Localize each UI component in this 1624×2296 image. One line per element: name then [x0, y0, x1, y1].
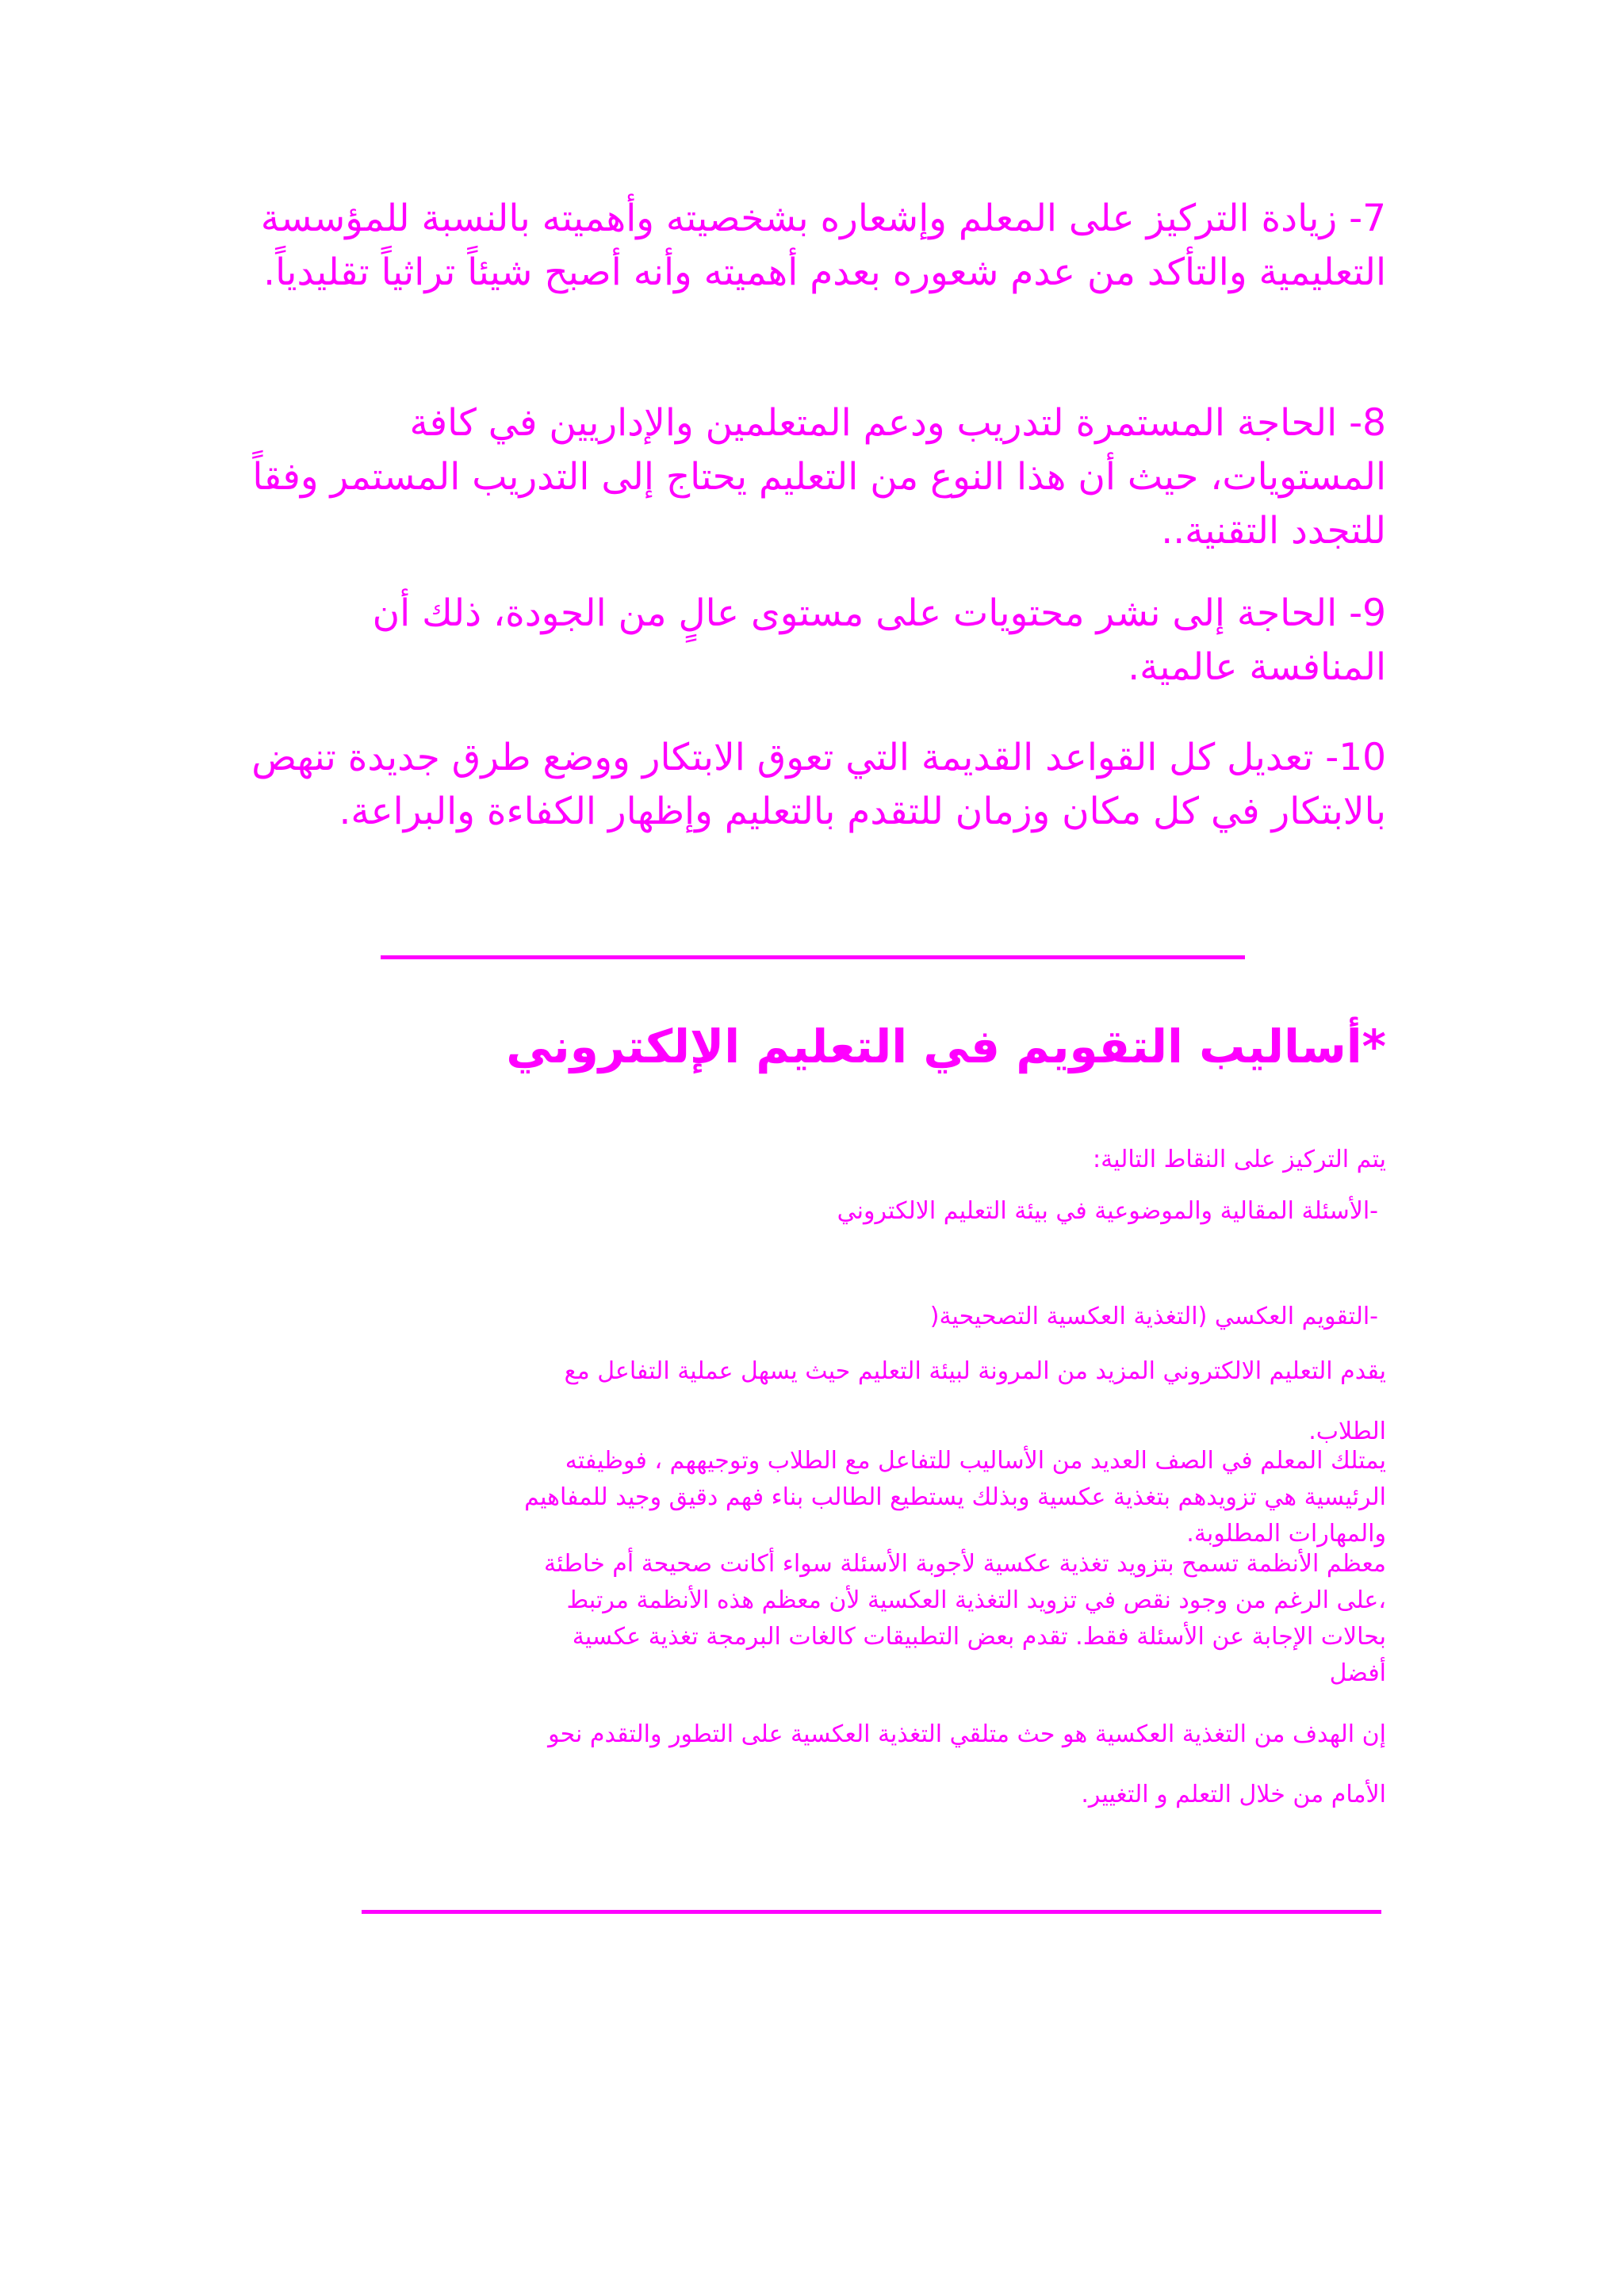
paragraph-flexibility: يقدم التعليم الالكتروني المزيد من المرونة لبيئة التعليم حيث يسهل عملية التفاعل مع الطلاب. — [564, 1357, 1386, 1445]
list-item-7: 7- زيادة التركيز على المعلم وإشعاره بشخصيته وأهميته بالنسبة للمؤسسة التعليمية والتأكد من عدم شعوره بعدم أهميته وأنه أصبح شيئاً تراثياً تقليدياً. — [260, 197, 1386, 294]
paragraph-systems: معظم الأنظمة تسمح بتزويد تغذية عكسية لأجوبة الأسئلة سواء أكانت صحيحة أم خاطئة ،على الرغم من وجود نقص في تزويد التغذية العكسية لأن معظم هذه الأنظمة مرتبط بحالات الإجابة عن الأسئلة فقط. تقدم بعض التطبيقات كالغات البرمجة تغذية عكسية أفضل — [544, 1550, 1386, 1687]
point-essay-questions: -الأسئلة المقالية والموضوعية في بيئة التعليم الالكتروني — [837, 1197, 1378, 1225]
section-intro: يتم التركيز على النقاط التالية: — [1093, 1146, 1386, 1173]
list-item-8: 8- الحاجة المستمرة لتدريب ودعم المتعلمين والإداريين في كافة المستويات، حيث أن هذا النوع من التعليم يحتاج إلى التدريب المستمر وفقاً للتجدد التقنية.. — [252, 401, 1386, 553]
point-feedback: -التقويم العكسي (التغذية العكسية التصحيحية( — [929, 1303, 1378, 1330]
section-heading: *أساليب التقويم في التعليم الإلكتروني — [506, 1020, 1386, 1073]
list-item-9: 9- الحاجة إلى نشر محتويات على مستوى عالٍ من الجودة، ذلك أن المنافسة عالمية. — [372, 591, 1386, 689]
list-item-10: 10- تعديل كل القواعد القديمة التي تعوق الابتكار ووضع طرق جديدة تنهض بالابتكار في كل مكان وزمان للتقدم بالتعليم وإظهار الكفاءة والبراعة. — [251, 736, 1386, 833]
divider-top — [381, 955, 1245, 959]
paragraph-goal: إن الهدف من التغذية العكسية هو حث متلقي التغذية العكسية على التطور والتقدم نحو الأمام من خلال التعلم و التغيير. — [548, 1720, 1386, 1808]
paragraph-teacher-role: يمتلك المعلم في الصف العديد من الأساليب للتفاعل مع الطلاب وتوجيههم ، فوظيفته الرئيسية هي تزويدهم بتغذية عكسية وبذلك يستطيع الطالب بناء فهم دقيق وجيد للمفاهيم والمهارات المطلوبة. — [524, 1447, 1386, 1548]
divider-bottom — [362, 1910, 1381, 1914]
